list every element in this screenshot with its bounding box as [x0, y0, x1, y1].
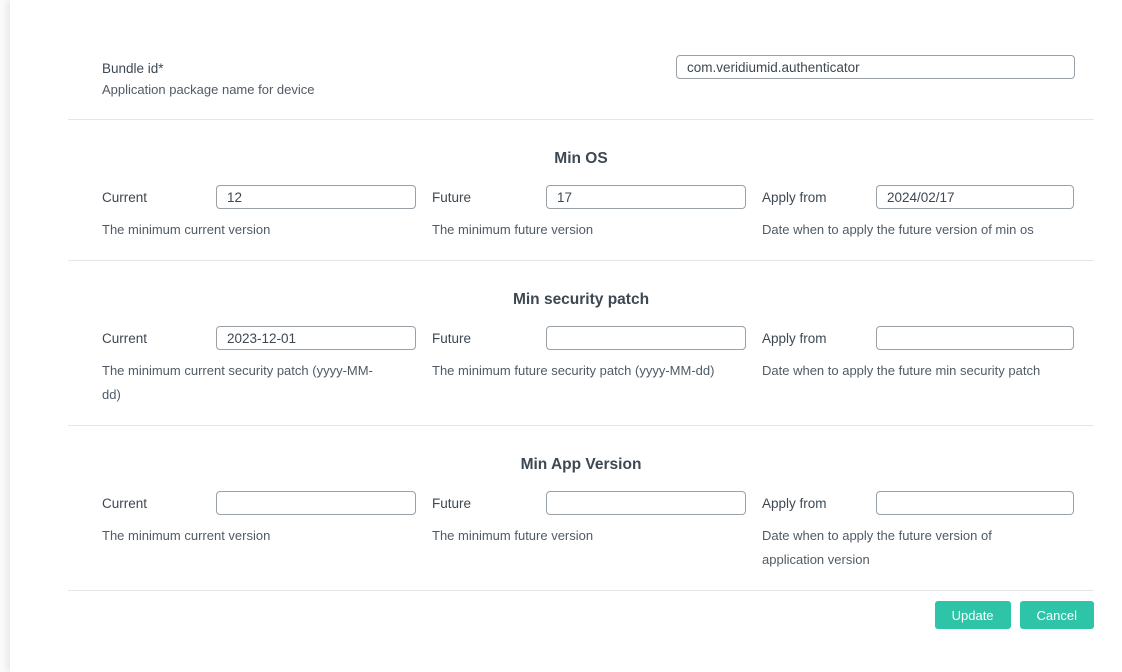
- update-button[interactable]: Update: [935, 601, 1011, 629]
- min-security-patch-fields-row: [68, 326, 1094, 407]
- min-os-apply-from-label: Apply from: [762, 189, 827, 205]
- min-security-patch-apply-from-input[interactable]: [876, 326, 1074, 350]
- section-title-min-app-version: Min App Version: [520, 456, 642, 473]
- field-min-app-version-apply-from: [762, 491, 1074, 572]
- min-security-patch-future-input[interactable]: [546, 326, 746, 350]
- field-min-os-future: [432, 185, 762, 242]
- min-os-current-input[interactable]: [216, 185, 416, 209]
- section-min-app-version: [68, 456, 1094, 591]
- min-app-version-current-help: The minimum current version: [102, 528, 271, 543]
- min-os-current-help: The minimum current version: [102, 222, 271, 237]
- form-actions: [68, 601, 1094, 629]
- min-app-version-apply-from-label: Apply from: [762, 495, 827, 511]
- field-min-os-apply-from: [762, 185, 1074, 242]
- min-security-patch-apply-from-label: Apply from: [762, 330, 827, 346]
- min-app-version-future-input[interactable]: [546, 491, 746, 515]
- min-os-current-label: Current: [102, 189, 148, 205]
- field-min-security-patch-future: [432, 326, 762, 407]
- min-app-version-apply-from-help: Date when to apply the future version of application version: [762, 528, 992, 567]
- min-os-apply-from-input[interactable]: [876, 185, 1074, 209]
- min-security-patch-current-input[interactable]: [216, 326, 416, 350]
- cancel-button[interactable]: Cancel: [1020, 601, 1094, 629]
- min-security-patch-apply-from-help: Date when to apply the future min security patch: [762, 363, 1041, 378]
- min-app-version-fields-row: [68, 491, 1094, 572]
- divider: [68, 425, 1094, 426]
- min-app-version-current-input[interactable]: [216, 491, 416, 515]
- bundle-id-input[interactable]: [676, 55, 1075, 79]
- divider: [68, 260, 1094, 261]
- min-security-patch-future-label: Future: [432, 330, 472, 346]
- min-os-apply-from-help: Date when to apply the future version of min os: [762, 222, 1034, 237]
- settings-form-panel: [10, 0, 1122, 672]
- min-app-version-current-label: Current: [102, 495, 148, 511]
- section-title-min-security-patch: Min security patch: [512, 291, 650, 308]
- min-os-future-help: The minimum future version: [432, 222, 594, 237]
- bundle-id-help: Application package name for device: [102, 82, 315, 97]
- min-security-patch-future-help: The minimum future security patch (yyyy-MM-dd): [432, 363, 715, 378]
- min-app-version-future-label: Future: [432, 495, 472, 511]
- section-min-security-patch: [68, 291, 1094, 426]
- min-os-future-label: Future: [432, 189, 472, 205]
- field-min-app-version-current: [102, 491, 432, 572]
- field-min-security-patch-apply-from: [762, 326, 1074, 407]
- min-app-version-future-help: The minimum future version: [432, 528, 594, 543]
- bundle-id-row: [68, 55, 1094, 102]
- field-min-app-version-future: [432, 491, 762, 572]
- bundle-id-labels: [102, 55, 676, 102]
- section-title-min-os: Min OS: [554, 150, 608, 167]
- min-os-fields-row: [68, 185, 1094, 242]
- field-min-os-current: [102, 185, 432, 242]
- divider: [68, 590, 1094, 591]
- field-min-security-patch-current: [102, 326, 432, 407]
- min-security-patch-current-label: Current: [102, 330, 148, 346]
- min-security-patch-current-help: The minimum current security patch (yyyy-MM-dd): [102, 363, 373, 402]
- section-min-os: [68, 150, 1094, 261]
- bundle-id-label: Bundle id*: [102, 61, 164, 76]
- divider: [68, 119, 1094, 120]
- min-app-version-apply-from-input[interactable]: [876, 491, 1074, 515]
- min-os-future-input[interactable]: [546, 185, 746, 209]
